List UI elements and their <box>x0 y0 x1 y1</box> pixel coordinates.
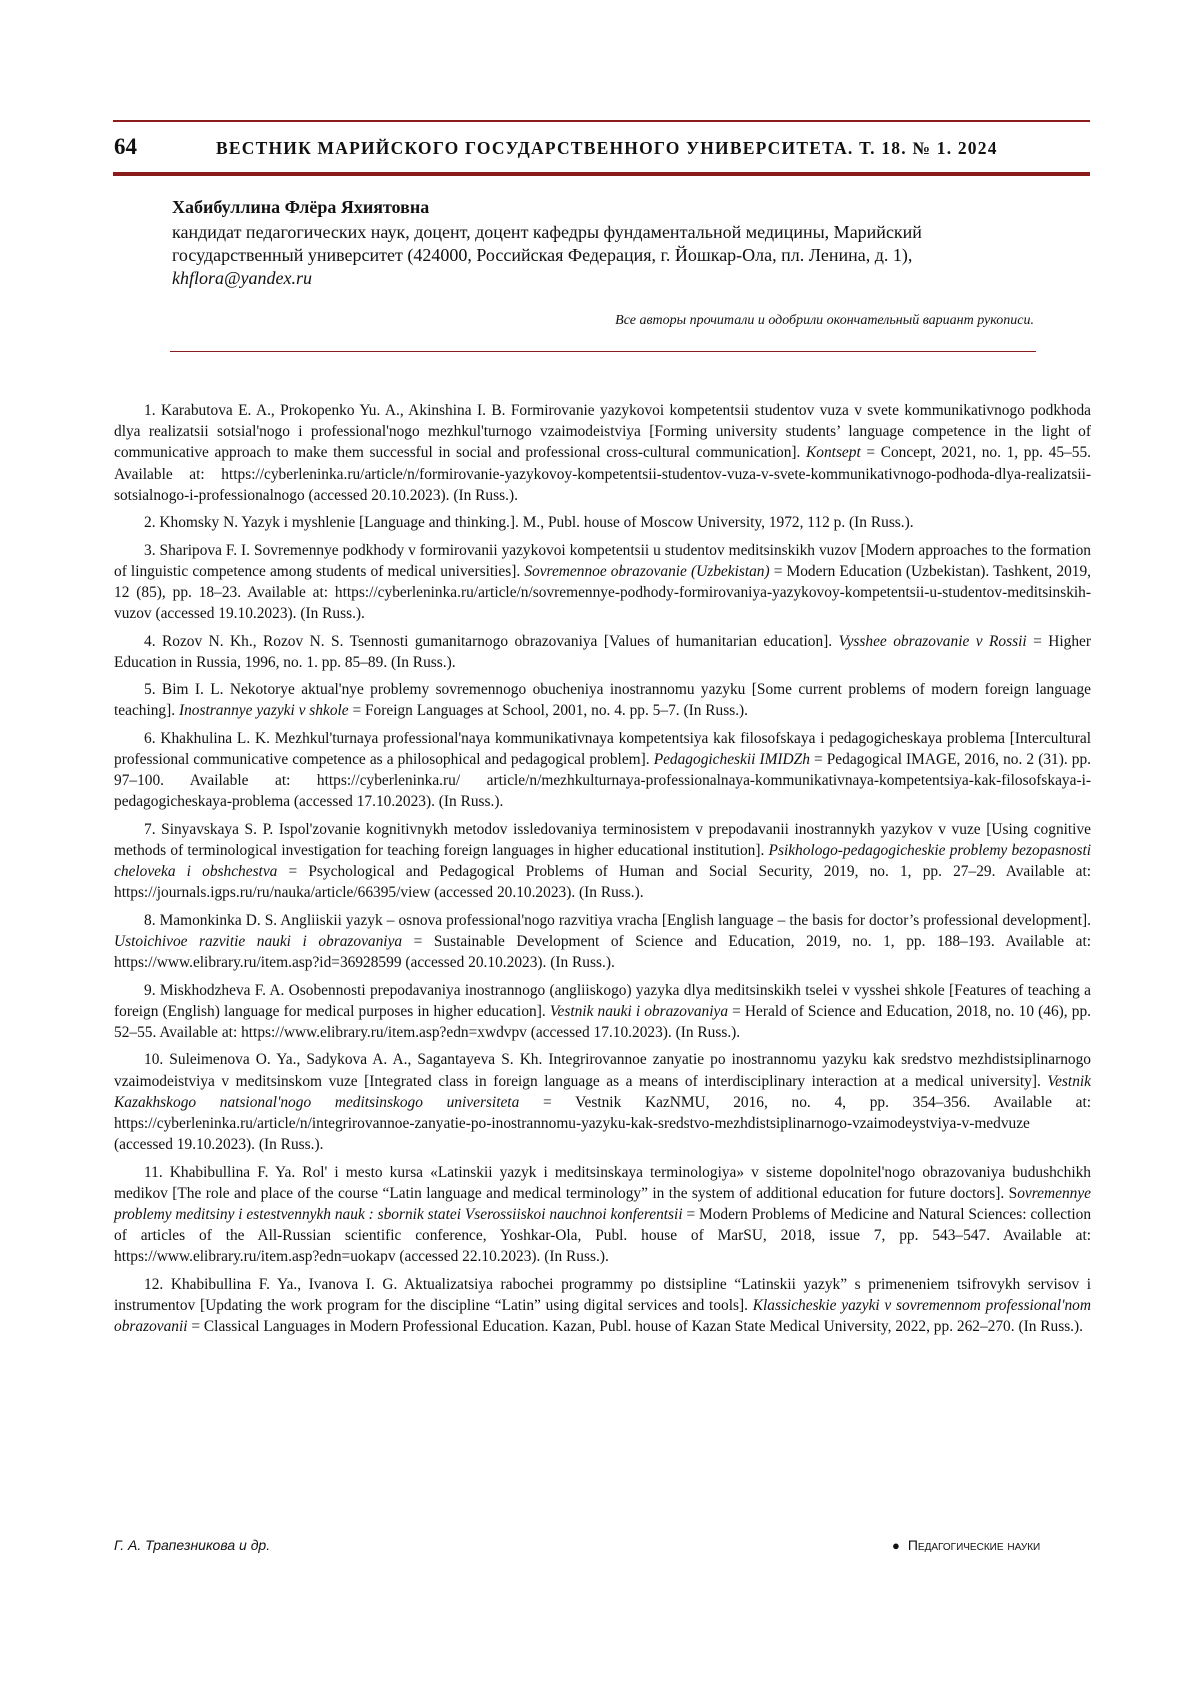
footer-section <box>892 1537 1040 1553</box>
reference-text: 3. Sharipova F. I. Sovremennye podkhody v formirovanii yazykovoi kompetentsii u studentov meditsinskikh vuzov [Modern approaches to the formation of linguistic competence among students of medical universities]. <box>114 541 1091 580</box>
reference-source: Vestnik Kazakhskogo natsional'nogo meditsinskogo universiteta <box>114 1072 1091 1111</box>
reference-text: 11. Khabibullina F. Ya. Rol' i mesto kursa «Latinskii yazyk i meditsinskaya terminologiya» v sisteme dopolnitel'nogo obrazovaniya budushchikh medikov [The role and place of the course “Latin language and medical terminology” in the system of additional education for future doctors]. S <box>114 1163 1091 1202</box>
reference-source: Ustoichivoe razvitie nauki i obrazovaniya <box>114 932 403 950</box>
reference-item <box>114 1162 1091 1268</box>
reference-source: Vysshee obrazovanie v Rossii <box>838 632 1027 650</box>
reference-details: = Higher Education in Russia, 1996, no. 1. pp. 85–89. (In Russ.). <box>114 632 1091 671</box>
footer-section-label: Педагогические науки <box>907 1537 1041 1553</box>
reference-details: = Modern Education (Uzbekistan). Tashkent, 2019, 12 (85), pp. 18–23. Available at: https://cyberleninka.ru/article/n/sovremennye-podhody-formirovaniya-yazykovoy-kompetentsii-u-studentov-meditsinskih-vuzov (accessed 19.10.2023). (In Russ.). <box>114 562 1092 623</box>
reference-source: Klassicheskie yazyki v sovremennom professional'nom obrazovanii <box>114 1296 1091 1336</box>
bullet-icon: ● <box>892 1538 900 1553</box>
author-email: khflora@yandex.ru <box>172 268 313 288</box>
author-affiliation-text: кандидат педагогических наук, доцент, доцент кафедры фундаментальной медицины, Марийский государственный университет (424000, Российская Федерация, г. Йошкар-Ола, пл. Ленина, д. 1), <box>172 222 922 265</box>
reference-item <box>114 400 1091 506</box>
reference-source: Vestnik nauki i obrazovaniya <box>549 1002 729 1020</box>
reference-text: 1. Karabutova E. A., Prokopenko Yu. A., Akinshina I. B. Formirovanie yazykovoi kompetentsii studentov vuza v svete kommunikativnogo podkhoda dlya realizatsii sotsial'nogo i professional'nogo mezhkul'turnogo vzaimodeistviya [Forming university students’ language competence in the light of communicative approach to make them successful in social and professional cross-cultural communication]. <box>114 402 1091 462</box>
reference-details: = Vestnik KazNMU, 2016, no. 4, pp. 354–356. Available at: https://cyberleninka.ru/article/n/integrirovannoe-zanyatie-po-inostrannomu-yazyku-kak-sredstvo-mezhdistsiplinarnogo-vzaimodeystviya-v-medvuze (accessed 19.10.2023). (In Russ.). <box>114 1093 1091 1154</box>
author-name: Хабибуллина Флёра Яхиятовна <box>172 197 430 217</box>
reference-details: = Sustainable Development of Science and Education, 2019, no. 1, pp. 188–193. Available at: https://www.elibrary.ru/item.asp?id=36928599 (accessed 20.10.2023). (In Russ.). <box>114 932 1091 972</box>
reference-item <box>114 910 1091 974</box>
reference-item <box>114 679 1091 721</box>
journal-title: ВЕСТНИК МАРИЙСКОГО ГОСУДАРСТВЕННОГО УНИВЕРСИТЕТА. Т. 18. № 1. 2024 <box>216 138 998 158</box>
reference-text: 2. Khomsky N. Yazyk i myshlenie [Language and thinking.]. M., Publ. house of Moscow University, 1972, 112 p. (In Russ.). <box>144 514 914 532</box>
approval-note: Все авторы прочитали и одобрили окончательный вариант рукописи. <box>615 313 1034 328</box>
reference-text: 9. Miskhodzheva F. A. Osobennosti prepodavaniya inostrannogo (angliiskogo) yazyka dlya meditsinskikh tselei v vysshei shkole [Features of teaching a foreign (English) language for medical purposes in higher education]. <box>114 981 1091 1020</box>
reference-source: Psikhologo-pedagogicheskie problemy bezopasnosti cheloveka i obshchestva <box>114 841 1092 881</box>
footer-authors: Г. А. Трапезникова и др. <box>114 1537 271 1553</box>
author-block <box>172 196 1052 290</box>
reference-details: = Foreign Languages at School, 2001, no. 4. pp. 5–7. (In Russ.). <box>348 702 749 720</box>
reference-item <box>114 540 1091 625</box>
reference-item <box>114 512 1091 533</box>
reference-item <box>114 1274 1091 1338</box>
reference-source: Pedagogicheskii IMIDZh <box>653 750 810 768</box>
reference-text: 12. Khabibullina F. Ya., Ivanova I. G. Aktualizatsiya rabochei programmy po distsipline “Latinskii yazyk” s primeneniem tsifrovykh servisov i instrumentov [Updating the work program for the discipline “Latin” using digital services and tools]. <box>114 1275 1091 1314</box>
reference-item <box>114 819 1091 904</box>
reference-text: 5. Bim I. L. Nekotorye aktual'nye problemy sovremennogo obucheniya inostrannomu yazyku [Some current problems of modern foreign language teaching]. <box>114 681 1091 720</box>
reference-source: Inostrannye yazyki v shkole <box>178 702 349 720</box>
reference-item <box>114 728 1091 813</box>
reference-source: ovremennye problemy meditsiny i estestvennykh nauk : sbornik statei Vserossiiskoi nauchnoi konferentsii <box>114 1184 1091 1223</box>
header-bottom-rule <box>113 172 1090 176</box>
reference-text: 4. Rozov N. Kh., Rozov N. S. Tsennosti gumanitarnogo obrazovaniya [Values of humanitarian education]. <box>144 632 839 650</box>
reference-details: = Pedagogical IMAGE, 2016, no. 2 (31). pp. 97–100. Available at: https://cyberleninka.ru/ article/n/mezhkulturnaya-professionalnaya-kommunikativnaya-kompetentsiya-kak-filosofskaya-i-pedagogicheskaya-problema (accessed 17.10.2023). (In Russ.). <box>114 750 1091 811</box>
reference-details: = Psychological and Pedagogical Problems of Human and Social Security, 2019, no. 1, pp. 27–29. Available at: https://journals.igps.ru/ru/nauka/article/66395/view (accessed 20.10.2023). (In Russ.). <box>114 863 1091 902</box>
header-top-rule <box>113 120 1090 122</box>
reference-source: Sovremennoe obrazovanie (Uzbekistan) <box>524 562 770 580</box>
reference-text: 6. Khakhulina L. K. Mezhkul'turnaya professional'naya kommunikativnaya kompetentsiya kak filosofskaya i pedagogicheskaya problema [Intercultural professional communicative competence as a philosophical and pedagogical problem]. <box>114 729 1091 768</box>
reference-item <box>114 980 1091 1044</box>
reference-item <box>114 631 1091 673</box>
reference-list <box>114 400 1091 1344</box>
reference-details: = Concept, 2021, no. 1, pp. 45–55. Available at: https://cyberleninka.ru/article/n/formirovanie-yazykovoy-kompetentsii-studentov-vuza-v-svete-kommunikativnogo-podhoda-dlya-realizatsii-sotsialnogo-i-professionalnogo (accessed 20.10.2023). (In Russ.). <box>114 444 1091 504</box>
reference-text: 10. Suleimenova O. Ya., Sadykova A. A., Sagantayeva S. Kh. Integrirovannoe zanyatie po inostrannomu yazyku kak sredstvo mezhdistsiplinarnogo vzaimodeistviya v meditsinskom vuze [Integrated class in foreign language as a means of interdisciplinary interaction at a medical university]. <box>114 1051 1091 1090</box>
author-affiliation <box>172 221 1052 290</box>
reference-details: = Herald of Science and Education, 2018, no. 10 (46), pp. 52–55. Available at: https://www.elibrary.ru/item.asp?edn=xwdvpv (accessed 17.10.2023). (In Russ.). <box>114 1002 1091 1041</box>
reference-details: = Classical Languages in Modern Professional Education. Kazan, Publ. house of Kazan State Medical University, 2022, pp. 262–270. (In Russ.). <box>187 1318 1084 1336</box>
reference-item <box>114 1049 1091 1155</box>
reference-text: 7. Sinyavskaya S. P. Ispol'zovanie kognitivnykh metodov issledovaniya terminosistem v prepodavanii inostrannykh yazykov v vuze [Using cognitive methods of terminological investigation for teaching foreign languages in higher educational institution]. <box>114 820 1091 859</box>
reference-details: = Modern Problems of Medicine and Natural Sciences: collection of articles of the All-Russian scientific conference, Yoshkar-Ola, Publ. house of MarSU, 2018, issue 7, pp. 543–547. Available at: https://www.elibrary.ru/item.asp?edn=uokapv (accessed 22.10.2023). (In Russ.). <box>114 1205 1092 1266</box>
page-number: 64 <box>114 134 137 159</box>
reference-source: Kontsept <box>806 444 861 462</box>
section-divider <box>170 351 1036 352</box>
reference-text: 8. Mamonkinka D. S. Angliiskii yazyk – osnova professional'nogo razvitiya vracha [English language – the basis for doctor’s professional development]. <box>144 911 1091 929</box>
